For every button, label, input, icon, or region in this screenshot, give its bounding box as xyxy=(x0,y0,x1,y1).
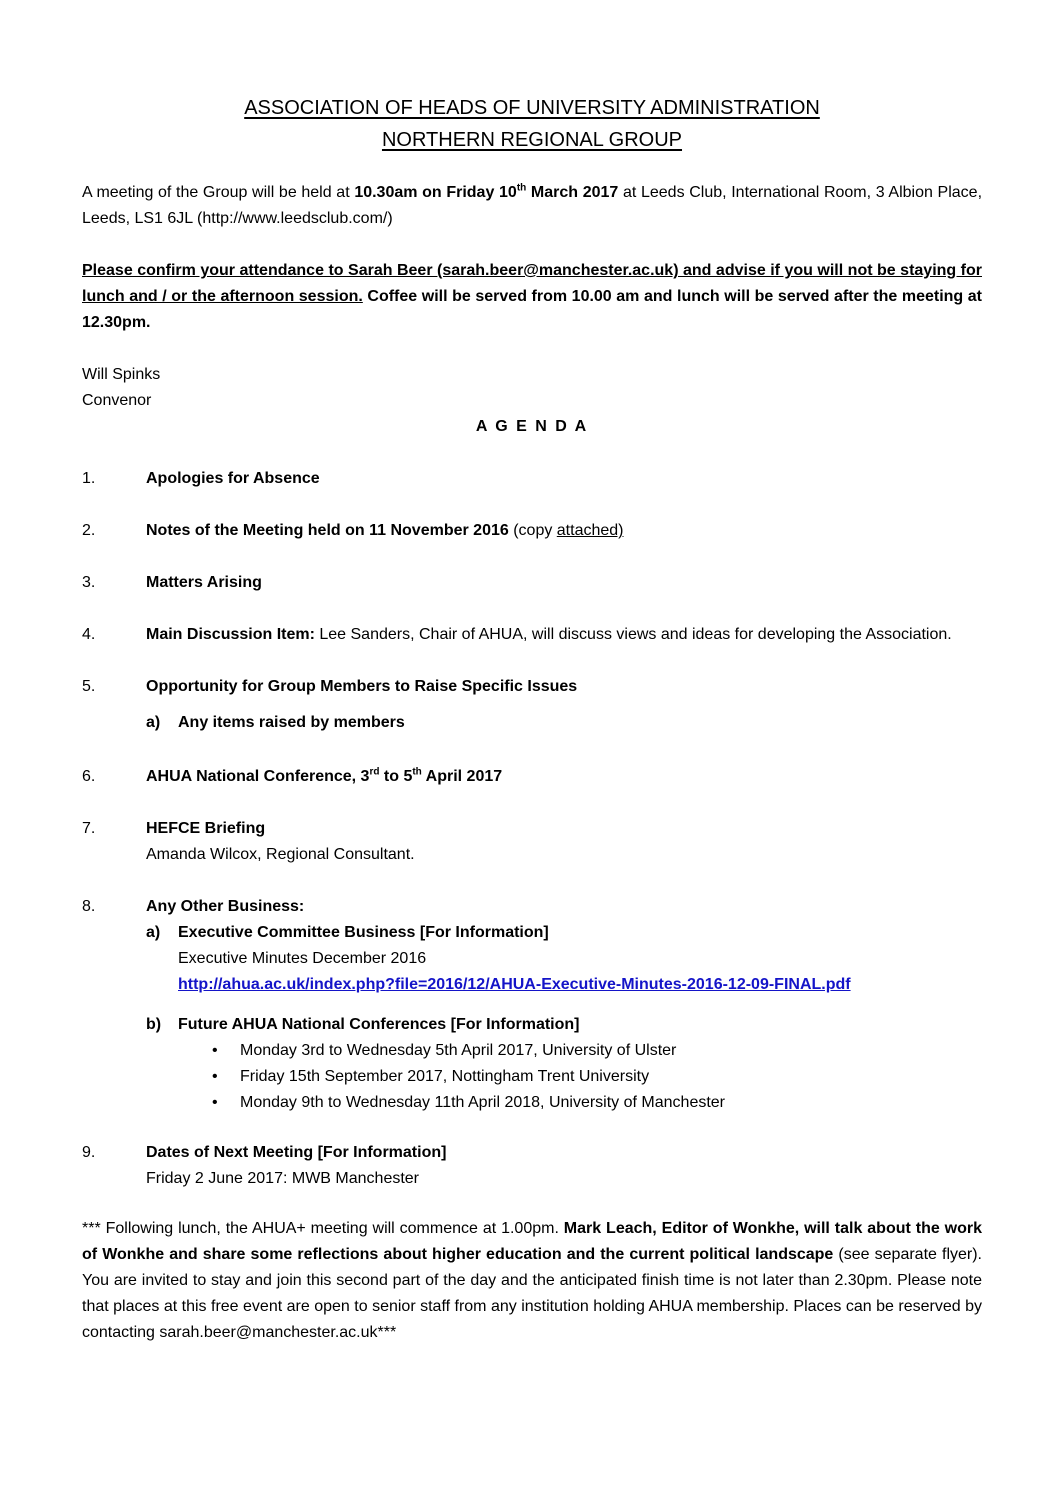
intro-datetime-part1: 10.30am on Friday 10 xyxy=(354,184,517,201)
agenda-item-5-number: 5. xyxy=(82,678,96,695)
bullet-icon: • xyxy=(212,1094,218,1111)
intro-datetime-part2: March 2017 xyxy=(526,184,619,201)
agenda-item-8b xyxy=(146,1012,982,1116)
agenda-item-7-body xyxy=(146,816,982,868)
agenda-item-1-number: 1. xyxy=(82,470,96,487)
agenda-item-9-body xyxy=(146,1140,982,1192)
agenda-item-5a xyxy=(146,710,982,736)
agenda-item-8a xyxy=(146,920,982,998)
agenda-item-6-text-post: April 2017 xyxy=(421,768,503,785)
agenda-item-7-label: HEFCE Briefing xyxy=(146,820,266,837)
document-content xyxy=(0,92,1058,1346)
agenda-heading: A G E N D A xyxy=(475,418,589,435)
agenda-item-8-number: 8. xyxy=(82,898,96,915)
agenda-item-8b-marker: b) xyxy=(146,1016,162,1033)
agenda-item-6-superscript-rd: rd xyxy=(369,766,380,778)
bullet-icon: • xyxy=(212,1042,218,1059)
intro-text-pre: A meeting of the Group will be held at xyxy=(82,184,355,201)
agenda-item-4 xyxy=(82,622,982,648)
agenda-item-9-detail: Friday 2 June 2017: MWB Manchester xyxy=(146,1170,420,1187)
closing-text-pre: *** Following lunch, the AHUA+ meeting will commence at 1.00pm. xyxy=(82,1220,564,1237)
agenda-item-6-label xyxy=(146,764,982,790)
agenda-item-8b-body xyxy=(178,1012,982,1116)
agenda-item-2 xyxy=(82,518,982,544)
doc-title-line-2-text: NORTHERN REGIONAL GROUP xyxy=(381,129,683,151)
agenda-item-7 xyxy=(82,816,982,868)
agenda-item-8-body xyxy=(146,894,982,1116)
confirm-paragraph xyxy=(82,258,982,336)
agenda-item-6-text-mid: to 5 xyxy=(379,768,413,785)
agenda-item-4-description: Lee Sanders, Chair of AHUA, will discuss views and ideas for developing the Association. xyxy=(314,626,952,643)
agenda-item-1-label: Apologies for Absence xyxy=(146,470,320,487)
doc-title-line-1-text: ASSOCIATION OF HEADS OF UNIVERSITY ADMINISTRATION xyxy=(244,97,820,119)
intro-paragraph xyxy=(82,180,982,232)
intro-text-post: at Leeds Club, International Room, 3 Albion Place, Leeds, LS1 6JL (http://www.leedsclub.com/) xyxy=(82,184,983,227)
agenda-item-8a-marker: a) xyxy=(146,924,161,941)
agenda-item-3 xyxy=(82,570,982,596)
agenda-item-6 xyxy=(82,764,982,790)
agenda-item-5-label: Opportunity for Group Members to Raise Specific Issues xyxy=(146,678,578,695)
agenda-item-2-copy-note: (copy xyxy=(508,522,557,539)
signature-name: Will Spinks xyxy=(82,366,161,383)
intro-ordinal-superscript: th xyxy=(516,182,527,194)
agenda-item-5a-marker: a) xyxy=(146,714,161,731)
agenda-item-5 xyxy=(82,674,982,736)
agenda-item-8a-minutes-line: Executive Minutes December 2016 xyxy=(178,950,427,967)
confirm-rest-sentence: Coffee will be served from 10.00 am and lunch will be served after the meeting at 12.30pm. xyxy=(82,288,983,331)
agenda-item-8a-title: Executive Committee Business [For Information] xyxy=(178,924,549,941)
agenda-item-1 xyxy=(82,466,982,492)
agenda-item-2-body xyxy=(146,518,982,544)
conference-bullet-3-text: Monday 9th to Wednesday 11th April 2018, University of Manchester xyxy=(240,1094,726,1111)
agenda-item-7-detail: Amanda Wilcox, Regional Consultant. xyxy=(146,846,415,863)
bullet-icon: • xyxy=(212,1068,218,1085)
agenda-item-7-number: 7. xyxy=(82,820,96,837)
agenda-item-3-number: 3. xyxy=(82,574,96,591)
intro-datetime-bold xyxy=(354,184,618,201)
agenda-item-9 xyxy=(82,1140,982,1192)
agenda-item-8 xyxy=(82,894,982,1116)
agenda-item-2-number: 2. xyxy=(82,522,96,539)
doc-title-line-1 xyxy=(82,92,982,124)
agenda-item-6-number: 6. xyxy=(82,768,96,785)
agenda-item-6-superscript-th: th xyxy=(412,766,422,778)
agenda-item-5a-text: Any items raised by members xyxy=(178,714,405,731)
doc-title-line-2 xyxy=(82,124,982,156)
conference-bullet-1 xyxy=(212,1038,982,1064)
signature-block xyxy=(82,362,982,414)
agenda-item-2-label: Notes of the Meeting held on 11 November 2016 xyxy=(146,522,509,539)
agenda-item-8b-title: Future AHUA National Conferences [For Information] xyxy=(178,1016,580,1033)
agenda-item-4-body xyxy=(146,622,982,648)
agenda-item-2-attached-underlined: attached) xyxy=(556,522,624,539)
document-title xyxy=(82,92,982,156)
agenda-item-6-text-pre: AHUA National Conference, 3 xyxy=(146,768,370,785)
conference-bullet-3 xyxy=(212,1090,982,1116)
closing-bold-announcement: Mark Leach, Editor of Wonkhe, will talk about the work of Wonkhe and share some reflections about higher education and the current political landscape xyxy=(82,1220,982,1263)
agenda-item-8a-body xyxy=(178,920,982,998)
confirm-underlined-sentence: Please confirm your attendance to Sarah Beer (sarah.beer@manchester.ac.uk) and advise if you will not be staying for lunch and / or the afternoon session. xyxy=(82,262,982,305)
closing-text-post: (see separate flyer). You are invited to stay and join this second part of the day and the anticipated finish time is not later than 2.30pm. Please note that places at this free event are open to senior staff from any institution holding AHUA membership. Places can be reserved by contacting sarah.beer@manchester.ac.uk*** xyxy=(82,1246,983,1341)
executive-minutes-link[interactable]: http://ahua.ac.uk/index.php?file=2016/12/AHUA-Executive-Minutes-2016-12-09-FINAL.pdf xyxy=(178,976,851,993)
agenda-item-4-number: 4. xyxy=(82,626,96,643)
conference-bullet-2 xyxy=(212,1064,982,1090)
agenda-item-8-label: Any Other Business: xyxy=(146,898,305,915)
signature-role: Convenor xyxy=(82,392,152,409)
conference-bullet-1-text: Monday 3rd to Wednesday 5th April 2017, University of Ulster xyxy=(240,1042,677,1059)
conference-bullet-2-text: Friday 15th September 2017, Nottingham Trent University xyxy=(240,1068,650,1085)
agenda-item-9-number: 9. xyxy=(82,1144,96,1161)
closing-paragraph xyxy=(82,1216,982,1346)
agenda-item-5-body xyxy=(146,674,982,736)
agenda-item-3-label: Matters Arising xyxy=(146,574,262,591)
agenda-item-9-label: Dates of Next Meeting [For Information] xyxy=(146,1144,447,1161)
agenda-item-4-label: Main Discussion Item: xyxy=(146,626,315,643)
